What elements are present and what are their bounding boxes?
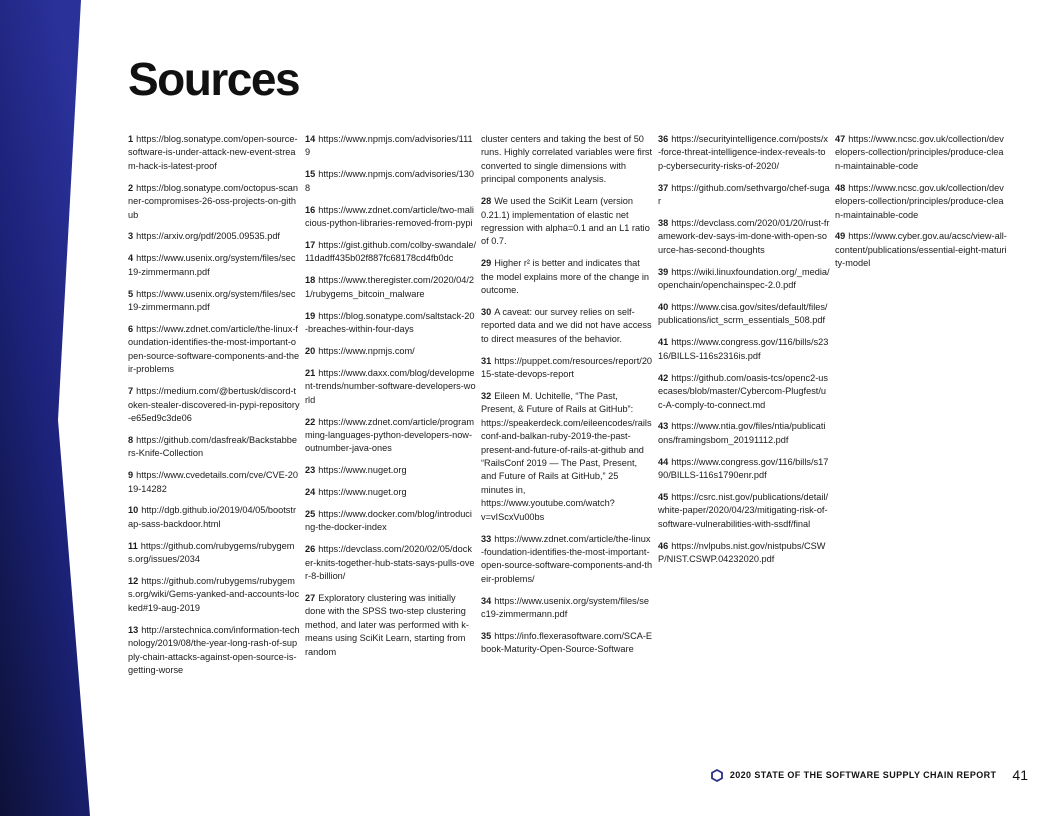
- reference-number: 20: [305, 345, 316, 356]
- reference-number: 23: [305, 465, 316, 476]
- reference-number: 19: [305, 310, 316, 321]
- reference-link[interactable]: https://www.npmjs.com/: [318, 345, 415, 356]
- report-title: 2020 STATE OF THE SOFTWARE SUPPLY CHAIN REPORT: [729, 770, 997, 780]
- reference-link[interactable]: https://blog.sonatype.com/octopus-scanner-compromises-26-oss-projects-on-github: [128, 182, 299, 220]
- reference-number: 33: [481, 533, 492, 544]
- reference-item[interactable]: [128, 434, 300, 461]
- reference-item[interactable]: [305, 274, 477, 301]
- reference-number: 34: [481, 595, 492, 606]
- reference-number: 43: [658, 421, 669, 432]
- reference-number: 3: [128, 231, 134, 242]
- reference-number: 35: [481, 631, 492, 641]
- reference-link[interactable]: https://www.cyber.gov.au/acsc/view-all-content/publications/essential-eight-maturity-model: [835, 231, 1007, 269]
- reference-number: 10: [128, 505, 139, 516]
- reference-item[interactable]: [481, 355, 653, 382]
- reference-number: 30: [481, 306, 492, 317]
- reference-number: 17: [305, 239, 316, 250]
- reference-number: 15: [305, 169, 316, 180]
- reference-item[interactable]: [128, 624, 300, 678]
- reference-link[interactable]: https://github.com/dasfreak/Backstabbers-Knife-Collection: [128, 434, 297, 459]
- reference-number: 45: [658, 492, 669, 503]
- reference-link[interactable]: https://www.daxx.com/blog/development-trends/number-software-developers-world: [305, 367, 476, 405]
- reference-item[interactable]: [305, 345, 477, 358]
- reference-number: 22: [305, 416, 316, 427]
- reference-number: 12: [128, 576, 139, 587]
- reference-link[interactable]: https://info.flexerasoftware.com/SCA-Ebook-Maturity-Open-Source-Software: [481, 631, 653, 655]
- reference-number: 42: [658, 372, 669, 383]
- reference-link[interactable]: https://www.ncsc.gov.uk/collection/developers-collection/principles/produce-clean-maintainable-code: [835, 134, 1004, 171]
- reference-text: We used the SciKit Learn (version 0.21.1) implementation of elastic net regression with alpha=0.1 and an L1 ratio of 0.7.: [481, 196, 650, 247]
- references-column: [658, 133, 830, 575]
- reference-number: 2: [128, 182, 134, 193]
- reference-item[interactable]: [128, 252, 300, 279]
- reference-link[interactable]: https://github.com/sethvargo/chef-sugar: [658, 182, 830, 207]
- reference-link[interactable]: https://www.npmjs.com/advisories/1119: [305, 134, 473, 158]
- reference-link[interactable]: https://blog.sonatype.com/saltstack-20-breaches-within-four-days: [305, 310, 475, 334]
- reference-item: [481, 195, 653, 249]
- reference-link[interactable]: https://wiki.linuxfoundation.org/_media/openchain/openchainspec-2.0.pdf: [658, 266, 830, 291]
- reference-item[interactable]: [481, 533, 653, 587]
- reference-link[interactable]: https://www.zdnet.com/article/programming-languages-python-developers-now-outnumber-java-ones: [305, 416, 474, 454]
- reference-link[interactable]: https://www.congress.gov/116/bills/s1790/BILLS-116s1790enr.pdf: [658, 456, 829, 481]
- reference-number: 27: [305, 593, 316, 604]
- reference-link[interactable]: https://arxiv.org/pdf/2005.09535.pdf: [136, 231, 280, 242]
- reference-item: [481, 133, 653, 187]
- reference-number: 8: [128, 434, 134, 445]
- reference-item[interactable]: [835, 133, 1007, 173]
- reference-link[interactable]: https://www.npmjs.com/advisories/1308: [305, 169, 474, 193]
- reference-link[interactable]: https://www.nuget.org: [318, 487, 407, 498]
- reference-item[interactable]: [658, 420, 830, 447]
- reference-item[interactable]: [305, 486, 477, 499]
- references-column: [835, 133, 1007, 279]
- reference-link[interactable]: https://www.usenix.org/system/files/sec19-zimmermann.pdf: [128, 253, 296, 277]
- reference-link[interactable]: https://www.zdnet.com/article/the-linux-foundation-identifies-the-most-important-open-source-software-components-and-their-problems: [128, 323, 300, 375]
- reference-item[interactable]: [128, 323, 300, 377]
- reference-link[interactable]: https://www.ncsc.gov.uk/collection/developers-collection/principles/produce-clean-maintainable-code: [835, 182, 1004, 220]
- reference-item[interactable]: [305, 133, 477, 160]
- reference-link[interactable]: https://www.congress.gov/116/bills/s2316/BILLS-116s2316is.pdf: [658, 337, 829, 361]
- reference-number: 1: [128, 134, 134, 144]
- reference-item[interactable]: [128, 469, 300, 496]
- reference-item[interactable]: [658, 491, 830, 531]
- reference-item[interactable]: [481, 595, 653, 622]
- reference-link[interactable]: https://github.com/rubygems/rubygems.org/wiki/Gems-yanked-and-accounts-locked#19-aug-2019: [128, 576, 300, 613]
- reference-item[interactable]: [128, 504, 300, 531]
- reference-number: 6: [128, 323, 134, 334]
- reference-item[interactable]: [658, 301, 830, 328]
- sidebar-decoration: [0, 0, 100, 816]
- reference-text: Eileen M. Uchitelle, “The Past, Present, & Future of Rails at GitHub”: https://speakerdeck.com/eileencodes/railsconf-and-balkan-ruby-2019-the-past-present-and-future-of-rails-at-github and “RailsConf 2019 — The Past, Present, and Future of Rails at GitHub,” 25 minutes in, https://www.youtube.com/watch?v=vIScxVu00bs: [481, 391, 652, 522]
- reference-number: 21: [305, 367, 316, 378]
- reference-link[interactable]: https://www.zdnet.com/article/two-malicious-python-libraries-removed-from-pypi: [305, 204, 474, 229]
- reference-number: 49: [835, 231, 846, 242]
- reference-number: 4: [128, 253, 134, 264]
- reference-number: 31: [481, 355, 492, 366]
- reference-number: 24: [305, 487, 316, 498]
- reference-number: 5: [128, 288, 134, 299]
- reference-item[interactable]: [658, 182, 830, 209]
- reference-link[interactable]: https://devclass.com/2020/02/05/docker-knits-together-hub-stats-says-pulls-over-8-billion/: [305, 544, 475, 582]
- reference-item[interactable]: [305, 543, 477, 583]
- reference-item[interactable]: [128, 288, 300, 315]
- reference-link[interactable]: https://www.usenix.org/system/files/sec19-zimmermann.pdf: [481, 595, 649, 620]
- reference-link[interactable]: https://devclass.com/2020/01/20/rust-framework-dev-says-im-done-with-open-source-has-second-thoughts: [658, 218, 830, 255]
- reference-number: 18: [305, 275, 316, 286]
- reference-item[interactable]: [658, 266, 830, 293]
- reference-link[interactable]: https://puppet.com/resources/report/2015-state-devops-report: [481, 355, 653, 380]
- reference-link[interactable]: https://www.cvedetails.com/cve/CVE-2019-14282: [128, 470, 298, 494]
- reference-number: 11: [128, 540, 138, 551]
- reference-item[interactable]: [658, 217, 830, 257]
- reference-item[interactable]: [128, 133, 300, 173]
- reference-item[interactable]: [305, 416, 477, 456]
- reference-item[interactable]: [658, 456, 830, 483]
- reference-link[interactable]: https://github.com/rubygems/rubygems.org/issues/2034: [128, 540, 295, 565]
- reference-number: 29: [481, 258, 492, 269]
- reference-item[interactable]: [835, 182, 1007, 222]
- reference-number: 39: [658, 266, 669, 277]
- reference-item[interactable]: [128, 540, 300, 567]
- reference-item: [481, 306, 653, 346]
- reference-link[interactable]: https://gist.github.com/colby-swandale/11dadff435b02f887fc68178cd4fb0dc: [305, 239, 477, 264]
- reference-number: 28: [481, 196, 492, 207]
- reference-link[interactable]: https://www.nuget.org: [318, 465, 407, 476]
- reference-item[interactable]: [128, 385, 300, 425]
- reference-item: [305, 592, 477, 659]
- hexagon-logo-icon: [711, 769, 723, 782]
- reference-number: 32: [481, 391, 492, 401]
- page-title: Sources: [128, 53, 300, 105]
- reference-item[interactable]: [305, 464, 477, 477]
- reference-link[interactable]: http://dgb.github.io/2019/04/05/bootstrap-sass-backdoor.html: [128, 505, 297, 529]
- reference-item[interactable]: [658, 133, 830, 173]
- reference-item[interactable]: [658, 336, 830, 363]
- reference-link[interactable]: https://nvlpubs.nist.gov/nistpubs/CSWP/NIST.CSWP.04232020.pdf: [658, 540, 826, 565]
- reference-link[interactable]: https://securityintelligence.com/posts/x-force-threat-intelligence-index-reveals-top-cybersecurity-risks-of-2020/: [658, 134, 829, 171]
- reference-link[interactable]: https://csrc.nist.gov/publications/detail/white-paper/2020/04/23/mitigating-risk-of-software-vulnerabilities-with-ssdf/final: [658, 492, 829, 529]
- reference-item: [481, 390, 653, 524]
- reference-number: 47: [835, 134, 846, 144]
- reference-text: Exploratory clustering was initially done with the SPSS two-step clustering method, and later was performed with k-means using SciKit Learn, starting from random: [305, 593, 469, 657]
- reference-link[interactable]: https://blog.sonatype.com/open-source-software-is-under-attack-new-event-stream-hack-is-latest-proof: [128, 134, 298, 171]
- references-column: [128, 133, 300, 686]
- reference-number: 40: [658, 302, 669, 313]
- reference-text: cluster centers and taking the best of 50 runs. Highly correlated variables were first converted to single dimensions with principal components analysis.: [481, 134, 653, 185]
- reference-number: 36: [658, 134, 669, 144]
- reference-number: 44: [658, 456, 669, 467]
- reference-item[interactable]: [128, 230, 300, 243]
- reference-link[interactable]: https://www.docker.com/blog/introducing-the-docker-index: [305, 509, 472, 533]
- reference-item: [481, 257, 653, 297]
- reference-item[interactable]: [128, 182, 300, 222]
- footer: [711, 767, 1028, 783]
- references-column: [305, 133, 477, 668]
- page-number: 41: [1012, 767, 1028, 783]
- reference-item[interactable]: [481, 630, 653, 657]
- reference-number: 9: [128, 470, 134, 481]
- reference-item[interactable]: [658, 540, 830, 567]
- reference-number: 16: [305, 204, 316, 215]
- reference-text: A caveat: our survey relies on self-reported data and we did not have access to direct measures of the behavior.: [481, 306, 652, 344]
- references-column: [481, 133, 653, 665]
- reference-number: 46: [658, 540, 669, 551]
- reference-link[interactable]: https://github.com/oasis-tcs/openc2-usecases/blob/master/Cybercom-Plugfest/uc-A-comply-to-connect.md: [658, 372, 829, 410]
- reference-link[interactable]: https://www.usenix.org/system/files/sec19-zimmermann.pdf: [128, 288, 296, 313]
- reference-item[interactable]: [305, 239, 477, 266]
- reference-number: 14: [305, 134, 316, 144]
- reference-number: 26: [305, 544, 316, 555]
- reference-number: 13: [128, 624, 139, 635]
- reference-text: Higher r² is better and indicates that the model explains more of the change in outcome.: [481, 258, 650, 296]
- reference-link[interactable]: http://arstechnica.com/information-technology/2019/08/the-year-long-rash-of-supply-chain-attacks-against-open-source-is-getting-worse: [128, 624, 300, 675]
- reference-item[interactable]: [128, 575, 300, 615]
- reference-number: 25: [305, 509, 316, 520]
- reference-link[interactable]: https://www.ntia.gov/files/ntia/publications/framingsbom_20191112.pdf: [658, 421, 826, 445]
- reference-item[interactable]: [835, 230, 1007, 270]
- reference-number: 7: [128, 386, 134, 397]
- reference-link[interactable]: https://www.zdnet.com/article/the-linux-foundation-identifies-the-most-important-open-source-software-components-and-their-problems/: [481, 533, 653, 584]
- reference-item[interactable]: [305, 508, 477, 535]
- reference-item[interactable]: [305, 310, 477, 337]
- reference-link[interactable]: https://www.theregister.com/2020/04/21/rubygems_bitcoin_malware: [305, 275, 474, 299]
- reference-number: 38: [658, 218, 669, 229]
- reference-number: 48: [835, 182, 846, 193]
- reference-link[interactable]: https://www.cisa.gov/sites/default/files/publications/ict_scrm_essentials_508.pdf: [658, 302, 828, 326]
- reference-item[interactable]: [305, 367, 477, 407]
- reference-item[interactable]: [658, 372, 830, 412]
- reference-item[interactable]: [305, 168, 477, 195]
- reference-number: 41: [658, 337, 669, 348]
- reference-item[interactable]: [305, 204, 477, 231]
- reference-link[interactable]: https://medium.com/@bertusk/discord-token-stealer-discovered-in-pypi-repository-e65ed9c3de06: [128, 386, 300, 423]
- reference-number: 37: [658, 182, 669, 193]
